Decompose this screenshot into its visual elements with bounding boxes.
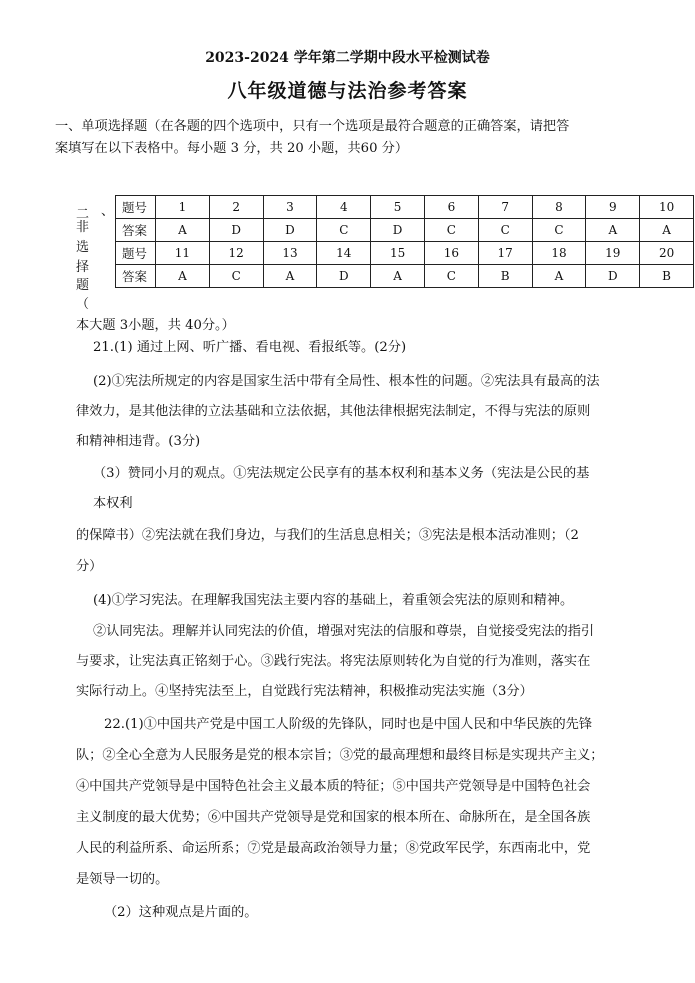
- section2-heading-char: 择: [76, 260, 90, 275]
- q22-part1-line6: 是领导一切的。: [76, 872, 169, 887]
- row-label: 题号: [116, 196, 156, 219]
- answer-cell: D: [209, 219, 263, 242]
- answer-cell: C: [209, 265, 263, 288]
- question-number-cell: 11: [156, 242, 210, 265]
- answer-cell: C: [478, 219, 532, 242]
- section2-heading-comma: 、: [101, 204, 115, 219]
- section1-instruction-line2: 案填写在以下表格中。每小题 3 分，共 20 小题，共60 分）: [55, 141, 409, 156]
- q22-part2: （2）这种观点是片面的。: [104, 905, 258, 920]
- q21-part3-line3: 的保障书）②宪法就在我们身边，与我们的生活息息相关；③宪法是根本活动准则；（2: [76, 528, 579, 543]
- q21-part4-line4: 实际行动上。④坚持宪法至上，自觉践行宪法精神，积极推动宪法实施（3分）: [76, 684, 533, 699]
- answer-cell: C: [317, 219, 371, 242]
- q21-part4-line3: 与要求，让宪法真正铭刻于心。③践行宪法。将宪法原则转化为自觉的行为准则，落实在: [76, 654, 591, 669]
- section2-heading-char: （: [76, 297, 90, 312]
- q21-part3-line1: （3）赞同小月的观点。①宪法规定公民享有的基本权利和基本义务（宪法是公民的基: [93, 466, 590, 481]
- q21-part2-line1: (2)①宪法所规定的内容是国家生活中带有全局性、根本性的问题。②宪法具有最高的法: [93, 374, 600, 389]
- question-number-cell: 19: [586, 242, 640, 265]
- question-number-cell: 5: [371, 196, 425, 219]
- answer-cell: C: [532, 219, 586, 242]
- row-label: 题号: [116, 242, 156, 265]
- question-number-cell: 3: [263, 196, 317, 219]
- question-number-cell: 6: [424, 196, 478, 219]
- q21-part4-line2: ②认同宪法。理解并认同宪法的价值，增强对宪法的信服和尊崇，自觉接受宪法的指引: [93, 624, 595, 639]
- answer-cell: A: [532, 265, 586, 288]
- answer-cell: A: [156, 219, 210, 242]
- section2-heading-char: 题: [76, 278, 90, 293]
- answer-cell: D: [317, 265, 371, 288]
- exam-title: 2023-2024 学年第二学期中段水平检测试卷: [205, 50, 490, 66]
- question-number-cell: 14: [317, 242, 371, 265]
- q21-part3-line2: 本权利: [93, 496, 133, 511]
- q21-part4-line1: (4)①学习宪法。在理解我国宪法主要内容的基础上，着重领会宪法的原则和精神。: [93, 593, 574, 608]
- answer-cell: C: [424, 219, 478, 242]
- answer-cell: A: [156, 265, 210, 288]
- section2-heading-char: 非: [76, 220, 90, 235]
- answer-cell: B: [640, 265, 694, 288]
- q22-part1-line4: 主义制度的最大优势；⑥中国共产党领导是党和国家的根本所在、命脉所在，是全国各族: [76, 810, 591, 825]
- answer-title: 八年级道德与法治参考答案: [227, 80, 468, 102]
- question-number-cell: 9: [586, 196, 640, 219]
- table-row: [116, 196, 694, 219]
- question-number-cell: 20: [640, 242, 694, 265]
- answer-cell: A: [371, 265, 425, 288]
- q22-part1-line3: ④中国共产党领导是中国特色社会主义最本质的特征；⑤中国共产党领导是中国特色社会: [76, 779, 591, 794]
- section2-heading-char: 选: [76, 240, 90, 255]
- answer-cell: B: [478, 265, 532, 288]
- q21-part2-line3: 和精神相违背。(3分): [76, 434, 201, 449]
- answer-cell: A: [640, 219, 694, 242]
- question-number-cell: 4: [317, 196, 371, 219]
- row-label: 答案: [116, 219, 156, 242]
- section2-heading-prefix: 二: [76, 207, 90, 222]
- answer-cell: C: [424, 265, 478, 288]
- q21-part1: 21.(1) 通过上网、听广播、看电视、看报纸等。(2分): [93, 340, 407, 355]
- question-number-cell: 15: [371, 242, 425, 265]
- question-number-cell: 16: [424, 242, 478, 265]
- question-number-cell: 7: [478, 196, 532, 219]
- section2-heading-tail: 本大题 3小题，共 40分。）: [76, 318, 235, 333]
- q21-part2-line2: 律效力，是其他法律的立法基础和立法依据，其他法律根据宪法制定，不得与宪法的原则: [76, 404, 591, 419]
- answer-cell: A: [263, 265, 317, 288]
- table-row: [116, 242, 694, 265]
- question-number-cell: 10: [640, 196, 694, 219]
- answer-cell: D: [263, 219, 317, 242]
- question-number-cell: 13: [263, 242, 317, 265]
- q22-part1-line5: 人民的利益所系、命运所系；⑦党是最高政治领导力量；⑧党政军民学，东西南北中，党: [76, 841, 591, 856]
- question-number-cell: 1: [156, 196, 210, 219]
- answer-cell: A: [586, 219, 640, 242]
- section1-instruction-line1: 一、单项选择题（在各题的四个选项中，只有一个选项是最符合题意的正确答案，请把答: [55, 119, 570, 134]
- q22-part1-line1: 22.(1)①中国共产党是中国工人阶级的先锋队，同时也是中国人民和中华民族的先锋: [104, 717, 593, 732]
- answer-table: [115, 195, 694, 288]
- answer-cell: D: [586, 265, 640, 288]
- q22-part1-line2: 队；②全心全意为人民服务是党的根本宗旨；③党的最高理想和最终目标是实现共产主义；: [76, 748, 604, 763]
- table-row: [116, 265, 694, 288]
- question-number-cell: 8: [532, 196, 586, 219]
- answer-cell: D: [371, 219, 425, 242]
- row-label: 答案: [116, 265, 156, 288]
- question-number-cell: 2: [209, 196, 263, 219]
- question-number-cell: 12: [209, 242, 263, 265]
- q21-part3-line4: 分）: [76, 559, 103, 574]
- table-row: [116, 219, 694, 242]
- question-number-cell: 18: [532, 242, 586, 265]
- question-number-cell: 17: [478, 242, 532, 265]
